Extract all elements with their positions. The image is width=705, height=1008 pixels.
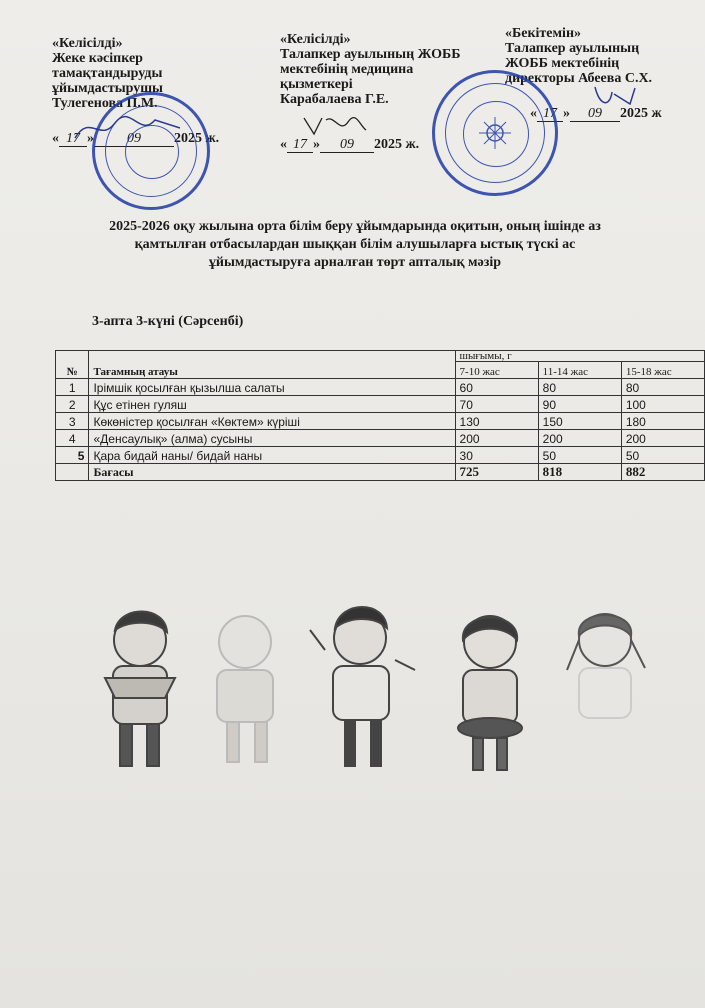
header-age: 11-14 жас: [538, 362, 621, 379]
signature-right: [590, 82, 640, 112]
date-quote: «: [530, 106, 537, 121]
row-value: 50: [538, 447, 621, 464]
table-row: [56, 379, 705, 396]
row-name: Көкөністер қосылған «Көктем» күріші: [89, 413, 455, 430]
title-line: 2025-2026 оқу жылына орта білім беру ұйымдарында оқитын, оның ішінде аз: [109, 219, 601, 234]
price-value: 818: [538, 464, 621, 481]
child-figure: [567, 614, 645, 718]
child-figure: [217, 616, 273, 762]
date-month: 09: [320, 137, 374, 153]
approval-right-line: Талапкер ауылының: [505, 41, 640, 56]
row-value: 130: [455, 413, 538, 430]
row-value: 50: [621, 447, 704, 464]
approval-middle-line: қызметкері: [280, 77, 353, 92]
row-num: 2: [56, 396, 89, 413]
approval-middle-line: мектебінің медицина: [280, 62, 414, 77]
approval-right-line: ЖОББ мектебінің: [505, 56, 620, 71]
date-quote: «: [52, 131, 59, 146]
row-value: 80: [538, 379, 621, 396]
table-row: [56, 413, 705, 430]
row-value: 100: [621, 396, 704, 413]
approval-left-line: тамақтандыруды: [52, 66, 163, 81]
table-row: [56, 447, 705, 464]
approval-left-line: Жеке кәсіпкер: [52, 51, 143, 66]
price-label: Бағасы: [89, 464, 455, 481]
child-figure: [458, 616, 522, 770]
header-age: 7-10 жас: [455, 362, 538, 379]
header-age: 15-18 жас: [621, 362, 704, 379]
row-num: 4: [56, 430, 89, 447]
row-name: Ірімшік қосылған қызылша салаты: [89, 379, 455, 396]
date-year: 2025 ж: [620, 106, 662, 121]
row-value: 70: [455, 396, 538, 413]
row-value: 180: [621, 413, 704, 430]
date-year: 2025 ж.: [374, 137, 420, 152]
row-value: 200: [538, 430, 621, 447]
price-value: 882: [621, 464, 704, 481]
approval-middle-name: Карабалаева Г.Е.: [280, 92, 389, 107]
header-name: Тағамның атауы: [89, 351, 455, 379]
children-illustration: [95, 600, 675, 800]
document-title: [60, 218, 650, 272]
date-quote: «: [280, 137, 287, 152]
date-quote: »: [87, 131, 94, 146]
row-value: 150: [538, 413, 621, 430]
approval-middle-label: «Келісілді»: [280, 32, 351, 47]
price-num-cell: [56, 464, 89, 481]
row-name: «Денсаулық» (алма) сусыны: [89, 430, 455, 447]
row-name: Құс етінен гуляш: [89, 396, 455, 413]
date-year: 2025 ж.: [174, 131, 220, 146]
date-day: 17: [59, 131, 87, 147]
row-value: 90: [538, 396, 621, 413]
date-month: 09: [570, 106, 620, 122]
header-num: №: [56, 351, 89, 379]
approval-left-label: «Келісілді»: [52, 36, 123, 51]
header-portion: шығымы, г: [455, 351, 704, 362]
row-num: 3: [56, 413, 89, 430]
row-value: 30: [455, 447, 538, 464]
price-row: [56, 464, 705, 481]
approval-middle-line: Талапкер ауылының ЖОББ: [280, 47, 461, 62]
child-figure: [310, 607, 415, 766]
date-day: 17: [287, 137, 313, 153]
row-value: 200: [621, 430, 704, 447]
child-figure: [105, 611, 175, 766]
approval-left-line: ұйымдастырушы: [52, 81, 163, 96]
row-value: 80: [621, 379, 704, 396]
week-day-label: 3-апта 3-күні (Сәрсенбі): [92, 314, 244, 329]
row-value: 200: [455, 430, 538, 447]
menu-table: [55, 350, 705, 481]
table-header-row: [56, 351, 705, 362]
approval-right-line: директоры Абеева С.Х.: [505, 71, 653, 86]
title-line: қамтылған отбасылардан шыққан білім алушыларға ыстық түскі ас: [134, 237, 576, 252]
signature-left: [70, 108, 190, 148]
row-num: 5: [56, 447, 89, 464]
row-value: 60: [455, 379, 538, 396]
stamp-right: [432, 70, 558, 196]
emblem-icon: [475, 113, 515, 153]
price-value: 725: [455, 464, 538, 481]
approval-left-name: Тулегенова П.М.: [52, 96, 158, 111]
title-line: ұйымдастыруға арналған төрт апталық мәзір: [208, 255, 502, 270]
stamp-center-ring: [463, 101, 529, 167]
table-row: [56, 396, 705, 413]
approval-right-label: «Бекітемін»: [505, 26, 582, 41]
date-quote: »: [313, 137, 320, 152]
row-num: 1: [56, 379, 89, 396]
row-name: Қара бидай наны/ бидай наны: [89, 447, 455, 464]
table-row: [56, 430, 705, 447]
date-month: 09: [94, 131, 174, 147]
date-quote: »: [563, 106, 570, 121]
signature-middle: [300, 112, 370, 140]
date-day: 17: [537, 106, 563, 122]
